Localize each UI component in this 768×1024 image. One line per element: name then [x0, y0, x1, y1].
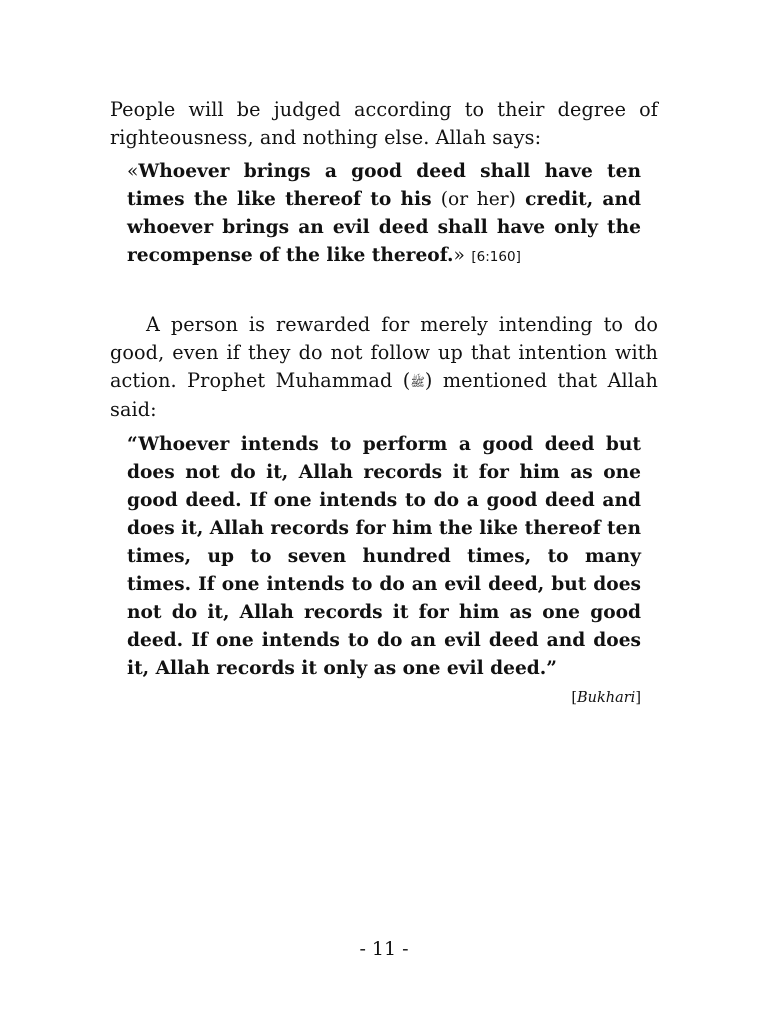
page-body: [110, 96, 658, 709]
quran-quote-part-2: (or her): [440, 189, 516, 210]
spacer: [110, 271, 658, 311]
quote-open-bracket: «: [127, 161, 139, 182]
source-name: Bukhari: [576, 690, 636, 706]
quote-close-bracket: »: [453, 245, 465, 266]
paragraph-intention-after: ) mentioned that Allah said:: [110, 369, 658, 421]
verse-reference: [6:160]: [471, 249, 521, 265]
paragraph-intention-before: A person is rewarded for merely intending to do good, even if they do not follow up that intention with action. Prophet Muhammad (: [110, 313, 658, 392]
honorific-icon: ﷺ: [410, 375, 425, 389]
hadith-source: [127, 687, 641, 709]
paragraph-intro-text: People will be judged according to their degree of righteousness, and nothing else. Allah says:: [110, 98, 658, 149]
quran-quote: [127, 158, 641, 271]
quran-quote-part-3: credit, and whoever brings an evil deed shall have only the recompense of the like thereof.: [127, 189, 642, 266]
source-open: [: [571, 690, 577, 706]
hadith-quote-text: “Whoever intends to perform a good deed but does not do it, Allah records it for him as one good deed. If one intends to do a good deed and does it, Allah records for him the like thereof ten times, up to seven hundred times, to many times. If one intends to do an evil deed, but does not do it, Allah records it for him as one good deed. If one intends to do an evil deed and does it, Allah records it only as one evil deed.”: [127, 434, 641, 679]
paragraph-intro: [110, 96, 658, 152]
paragraph-intention: [110, 311, 658, 424]
hadith-quote: [127, 431, 641, 683]
quran-quote-part-1: Whoever brings a good deed shall have ten times the like thereof to his: [127, 161, 641, 210]
source-close: ]: [635, 690, 641, 706]
page-number: - 11 -: [359, 938, 409, 960]
